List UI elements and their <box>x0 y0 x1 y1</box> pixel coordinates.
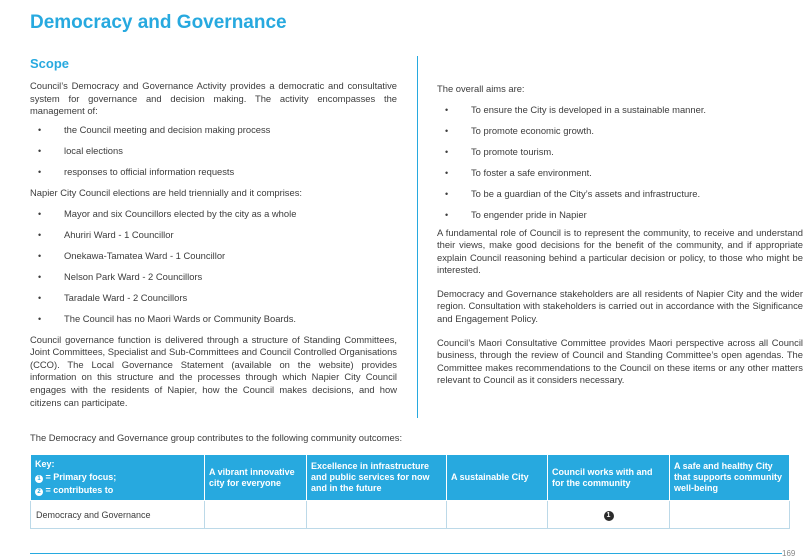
table-header: A vibrant innovative city for everyone <box>205 455 307 501</box>
primary-focus-marker-icon: 1 <box>604 511 614 521</box>
key-cell <box>31 455 205 501</box>
key-primary-label: = Primary focus; <box>45 472 117 482</box>
outcomes-intro: The Democracy and Governance group contributes to the following community outcomes: <box>30 432 403 443</box>
list-item: • To engender pride in Napier <box>437 209 803 222</box>
table-cell <box>447 501 548 529</box>
right-column <box>437 83 803 387</box>
table-row <box>31 501 790 529</box>
key-contributes-label: = contributes to <box>45 485 114 495</box>
table-cell <box>670 501 790 529</box>
stakeholders-paragraph: Democracy and Governance stakeholders are all residents of Napier City and the wider region. Consultation with stakeholders is carried out in accordance with the Significance and Engagement Policy. <box>437 287 803 325</box>
list-item: • the Council meeting and decision making process <box>30 124 397 137</box>
table-cell <box>307 501 447 529</box>
list-item: • The Council has no Maori Wards or Community Boards. <box>30 313 397 326</box>
list-item: • Onekawa-Tamatea Ward - 1 Councillor <box>30 250 397 263</box>
key-title: Key: <box>35 459 55 469</box>
intro-paragraph: Council’s Democracy and Governance Activity provides a democratic and consultative system for governance and decision making. The activity encompasses the management of: <box>30 80 397 117</box>
aims-intro: The overall aims are: <box>437 83 525 94</box>
structure-paragraph: Council governance function is delivered through a structure of Standing Committees, Joint Committees, Specialist and Sub-Committees and Council Controlled Organisations (CCO). The Local Governance Statement (available on the website) provides information on this structure and the processes through which Napier City Council engages with the residents of Napier, how the Council makes decisions, and how citizens can participate. <box>30 333 397 408</box>
role-paragraph: A fundamental role of Council is to represent the community, to receive and understand their views, make good decisions for the benefit of the community, and if appropriate explain Council reasoning behind a particular decision or policy, to those who might be interested. <box>437 226 803 276</box>
column-divider <box>417 56 418 418</box>
wards-list <box>30 208 397 326</box>
list-item: • Nelson Park Ward - 2 Councillors <box>30 271 397 284</box>
scope-heading: Scope <box>30 56 70 71</box>
elections-intro: Napier City Council elections are held triennially and it comprises: <box>30 186 302 198</box>
list-item: • To be a guardian of the City’s assets and infrastructure. <box>437 188 803 201</box>
table-header: Council works with and for the community <box>548 455 670 501</box>
row-label: Democracy and Governance <box>31 501 205 529</box>
page-title: Democracy and Governance <box>30 12 287 33</box>
left-column <box>30 80 397 409</box>
list-item: • responses to official information requests <box>30 166 397 179</box>
contributes-to-icon: 2 <box>35 488 43 496</box>
page-number: 169 <box>782 549 796 558</box>
table-header: Excellence in infrastructure and public services for now and in the future <box>307 455 447 501</box>
table-header: A safe and healthy City that supports community well-being <box>670 455 790 501</box>
list-item: • To ensure the City is developed in a sustainable manner. <box>437 104 803 117</box>
list-item: • To promote tourism. <box>437 146 803 159</box>
outcomes-table <box>30 454 790 529</box>
list-item: • Ahuriri Ward - 1 Councillor <box>30 229 397 242</box>
aims-list <box>437 104 803 222</box>
primary-focus-icon: 1 <box>35 475 43 483</box>
table-cell <box>548 501 670 529</box>
activities-list <box>30 124 397 179</box>
table-cell <box>205 501 307 529</box>
list-item: • To promote economic growth. <box>437 125 803 138</box>
list-item: • Taradale Ward - 2 Councillors <box>30 292 397 305</box>
list-item: • To foster a safe environment. <box>437 167 803 180</box>
list-item: • local elections <box>30 145 397 158</box>
footer-divider <box>30 553 782 554</box>
table-header: A sustainable City <box>447 455 548 501</box>
table-header-row <box>31 455 790 501</box>
maori-committee-paragraph: Council’s Maori Consultative Committee provides Maori perspective across all Council business, through the review of Council and Standing Committee’s open agendas. The Committee makes recommendations to the Council on these items or any other matters relevant to Council as it considers necessary. <box>437 336 803 386</box>
list-item: • Mayor and six Councillors elected by the city as a whole <box>30 208 397 221</box>
